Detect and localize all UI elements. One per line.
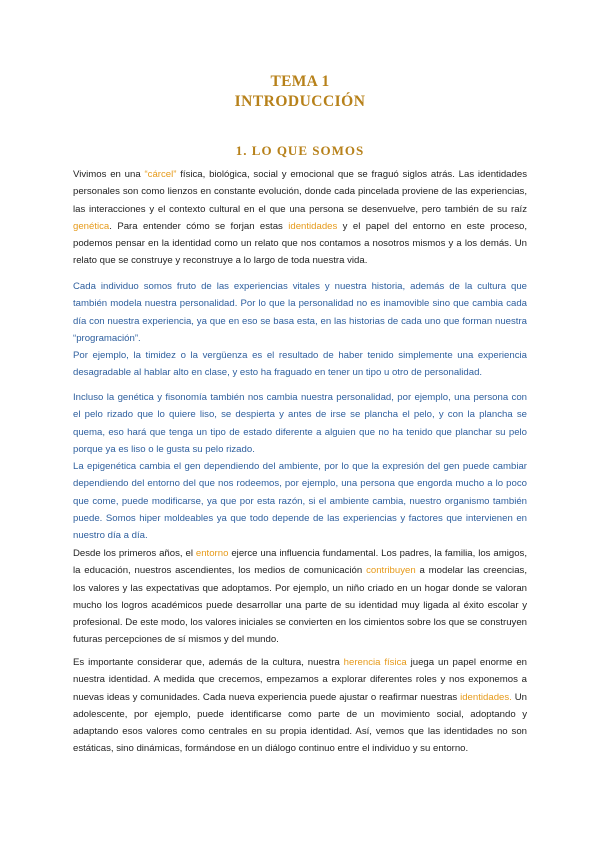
highlight-genetica: genética [73, 220, 110, 232]
paragraph-3 [73, 389, 527, 545]
highlight-identidades: identidades [288, 220, 338, 232]
text-run: Desde los primeros años, el [73, 548, 196, 559]
highlight-contribuyen: contribuyen [366, 565, 416, 577]
text-run: Un adolescente, por ejemplo, puede identificarse como parte de un movimiento social, adoptando y adaptando esos valores como centrales en su propia identidad. Así, vemos que las identidades no son estáticas, sino dinámicas, formándose en un diálogo continuo entre el individuo y su entorno. [73, 691, 527, 755]
paragraph-1 [73, 166, 527, 270]
text-run: Cada individuo somos fruto de las experiencias vitales y nuestra historia, además de la cultura que también modela nuestra personalidad. Por lo que la personalidad no es inamovible sino que cambia cada día con nuestra experiencia, ya que en eso se basa esta, en las historias de cada uno que forman nuestra “programación”. [73, 281, 527, 344]
paragraph-5 [73, 654, 527, 758]
text-run: Por ejemplo, la timidez o la vergüenza es el resultado de haber tenido simplemente una experiencia desagradable al hablar alto en clase, y esto ha fraguado en tener un tipo u otro de personalidad. [73, 350, 527, 379]
text-run: física, biológica, social y emocional que se fraguó siglos atrás. Las identidades personales son como lienzos en constante evolución, donde cada pincelada proviene de las experiencias, las interacciones y el contexto cultural en el que una persona se desenvuelve, pero también de su raíz [73, 169, 527, 215]
highlight-carcel: “cárcel” [144, 169, 177, 180]
highlight-herencia-fisica: herencia física [343, 657, 407, 668]
text-run: Vivimos en una [73, 169, 145, 180]
text-run: . Para entender cómo se forjan estas [109, 220, 289, 232]
text-run: a modelar las creencias, los valores y las expectativas que adoptamos. Por ejemplo, un niño criado en un hogar donde se valoran mucho los logros académicos puede desarrollar una parte de su identidad muy ligada al éxito escolar y profesional. De este modo, los valores iniciales se convierten en los cimientos sobre los que se construyen futuras percepciones de sí mismos y del mundo. [73, 565, 527, 646]
text-run: y el papel del entorno en este proceso, podemos pensar en la identidad como un relato que nos contamos a nosotros mismos y a los demás. Un relato que se construye y reconstruye a lo largo de toda nuestra vida. [73, 220, 527, 267]
text-run: La epigenética cambia el gen dependiendo del ambiente, por lo que la expresión del gen puede cambiar dependiendo del entorno del que nos rodeemos, por ejemplo, una persona que engorda mucho a lo poco que come, puede modificarse, ya que por esta razón, si el ambiente cambia, nuestro organismo también puede. Somos hiper moldeables ya que todo depende de las experiencias y factores que intervienen en nuestro día a día. [73, 461, 527, 542]
paragraph-2 [73, 278, 527, 382]
text-run: Es importante considerar que, además de la cultura, nuestra [73, 657, 344, 668]
text-run: juega un papel enorme en nuestra identidad. A medida que crecemos, empezamos a explorar diferentes roles y nos exponemos a nuevas ideas y comunidades. Cada nueva experiencia puede ajustar o reafirmar nuestras [73, 657, 527, 703]
section-heading: 1. LO QUE SOMOS [235, 143, 365, 158]
highlight-entorno: entorno [195, 548, 229, 559]
tema-title: TEMA 1 [270, 73, 330, 90]
text-run: Incluso la genética y fisonomía también nos cambia nuestra personalidad, por ejemplo, una persona con el pelo rizado que lo quiere liso, se despierta y antes de irse se plancha el pelo, y con la plancha se quema, eso hará que tenga un tipo de estado diferente a alguien que no ha tenido que planchar su pelo porque ya es liso o le gusta su pelo rizado. [73, 392, 527, 455]
text-run: ejerce una influencia fundamental. Los padres, la familia, los amigos, la educación, nuestros ascendientes, los medios de comunicación [73, 548, 527, 577]
introduccion-title: INTRODUCCIÓN [234, 93, 366, 110]
highlight-identidades-2: identidades. [460, 691, 512, 703]
paragraph-4 [73, 545, 527, 649]
